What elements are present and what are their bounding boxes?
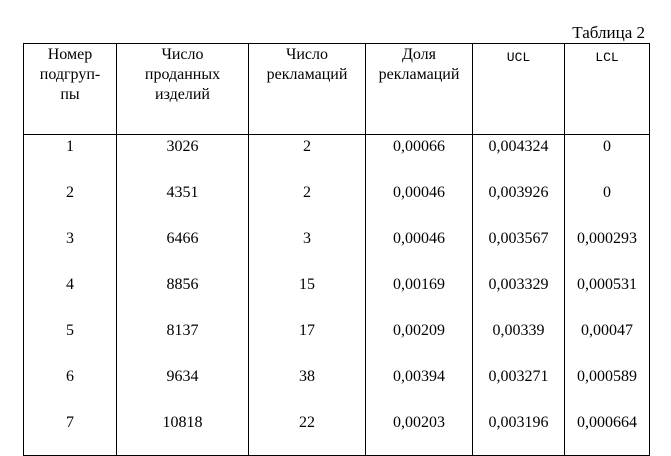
header-line: пы [60, 86, 80, 103]
cell-sold: 10818 [117, 411, 249, 456]
table-row [24, 273, 650, 319]
cell-lcl: 0 [565, 181, 650, 227]
cell-sold: 8856 [117, 273, 249, 319]
cell-ucl: 0,003926 [473, 181, 565, 227]
cell-share: 0,00394 [366, 365, 473, 411]
cell-ucl: 0,003329 [473, 273, 565, 319]
header-line: Доля [401, 46, 437, 63]
cell-sold: 3026 [117, 135, 249, 182]
cell-subgroup: 6 [24, 365, 117, 411]
cell-ucl: 0,004324 [473, 135, 565, 182]
table-row [24, 227, 650, 273]
cell-lcl: 0,000293 [565, 227, 650, 273]
header-line: изделий [155, 86, 210, 103]
cell-lcl: 0 [565, 135, 650, 182]
cell-ucl: 0,003271 [473, 365, 565, 411]
cell-sold: 4351 [117, 181, 249, 227]
header-subgroup-number [24, 44, 117, 135]
header-lcl [565, 44, 650, 135]
table-row [24, 135, 650, 182]
cell-complaints: 15 [249, 273, 366, 319]
cell-share: 0,00203 [366, 411, 473, 456]
cell-lcl: 0,000531 [565, 273, 650, 319]
header-line: подгруп- [39, 66, 101, 83]
cell-sold: 9634 [117, 365, 249, 411]
header-complaints-count [249, 44, 366, 135]
table-row [24, 181, 650, 227]
cell-complaints: 17 [249, 319, 366, 365]
header-complaints-share [366, 44, 473, 135]
header-line: Число [285, 46, 329, 63]
cell-sold: 6466 [117, 227, 249, 273]
cell-ucl: 0,003567 [473, 227, 565, 273]
header-line: рекламаций [378, 66, 460, 83]
table-row [24, 411, 650, 456]
header-line: проданных [144, 66, 221, 83]
cell-share: 0,00046 [366, 181, 473, 227]
table-caption: Таблица 2 [572, 23, 645, 42]
table-row [24, 365, 650, 411]
data-table [23, 43, 650, 456]
cell-subgroup: 7 [24, 411, 117, 456]
cell-subgroup: 1 [24, 135, 117, 182]
cell-lcl: 0,000589 [565, 365, 650, 411]
cell-complaints: 22 [249, 411, 366, 456]
table-row [24, 319, 650, 365]
cell-lcl: 0,000664 [565, 411, 650, 456]
header-line: Число [161, 46, 204, 63]
cell-share: 0,00209 [366, 319, 473, 365]
header-line: UCL [506, 50, 531, 65]
header-line: Номер [47, 46, 93, 63]
cell-ucl: 0,00339 [473, 319, 565, 365]
cell-share: 0,00066 [366, 135, 473, 182]
cell-sold: 8137 [117, 319, 249, 365]
cell-ucl: 0,003196 [473, 411, 565, 456]
cell-share: 0,00046 [366, 227, 473, 273]
cell-complaints: 3 [249, 227, 366, 273]
cell-subgroup: 5 [24, 319, 117, 365]
cell-subgroup: 3 [24, 227, 117, 273]
cell-share: 0,00169 [366, 273, 473, 319]
cell-subgroup: 2 [24, 181, 117, 227]
header-line: рекламаций [266, 66, 348, 83]
cell-complaints: 38 [249, 365, 366, 411]
cell-complaints: 2 [249, 181, 366, 227]
cell-complaints: 2 [249, 135, 366, 182]
cell-lcl: 0,00047 [565, 319, 650, 365]
cell-subgroup: 4 [24, 273, 117, 319]
header-line: LCL [595, 50, 619, 65]
header-items-sold [117, 44, 249, 135]
header-row [24, 44, 650, 135]
header-ucl [473, 44, 565, 135]
